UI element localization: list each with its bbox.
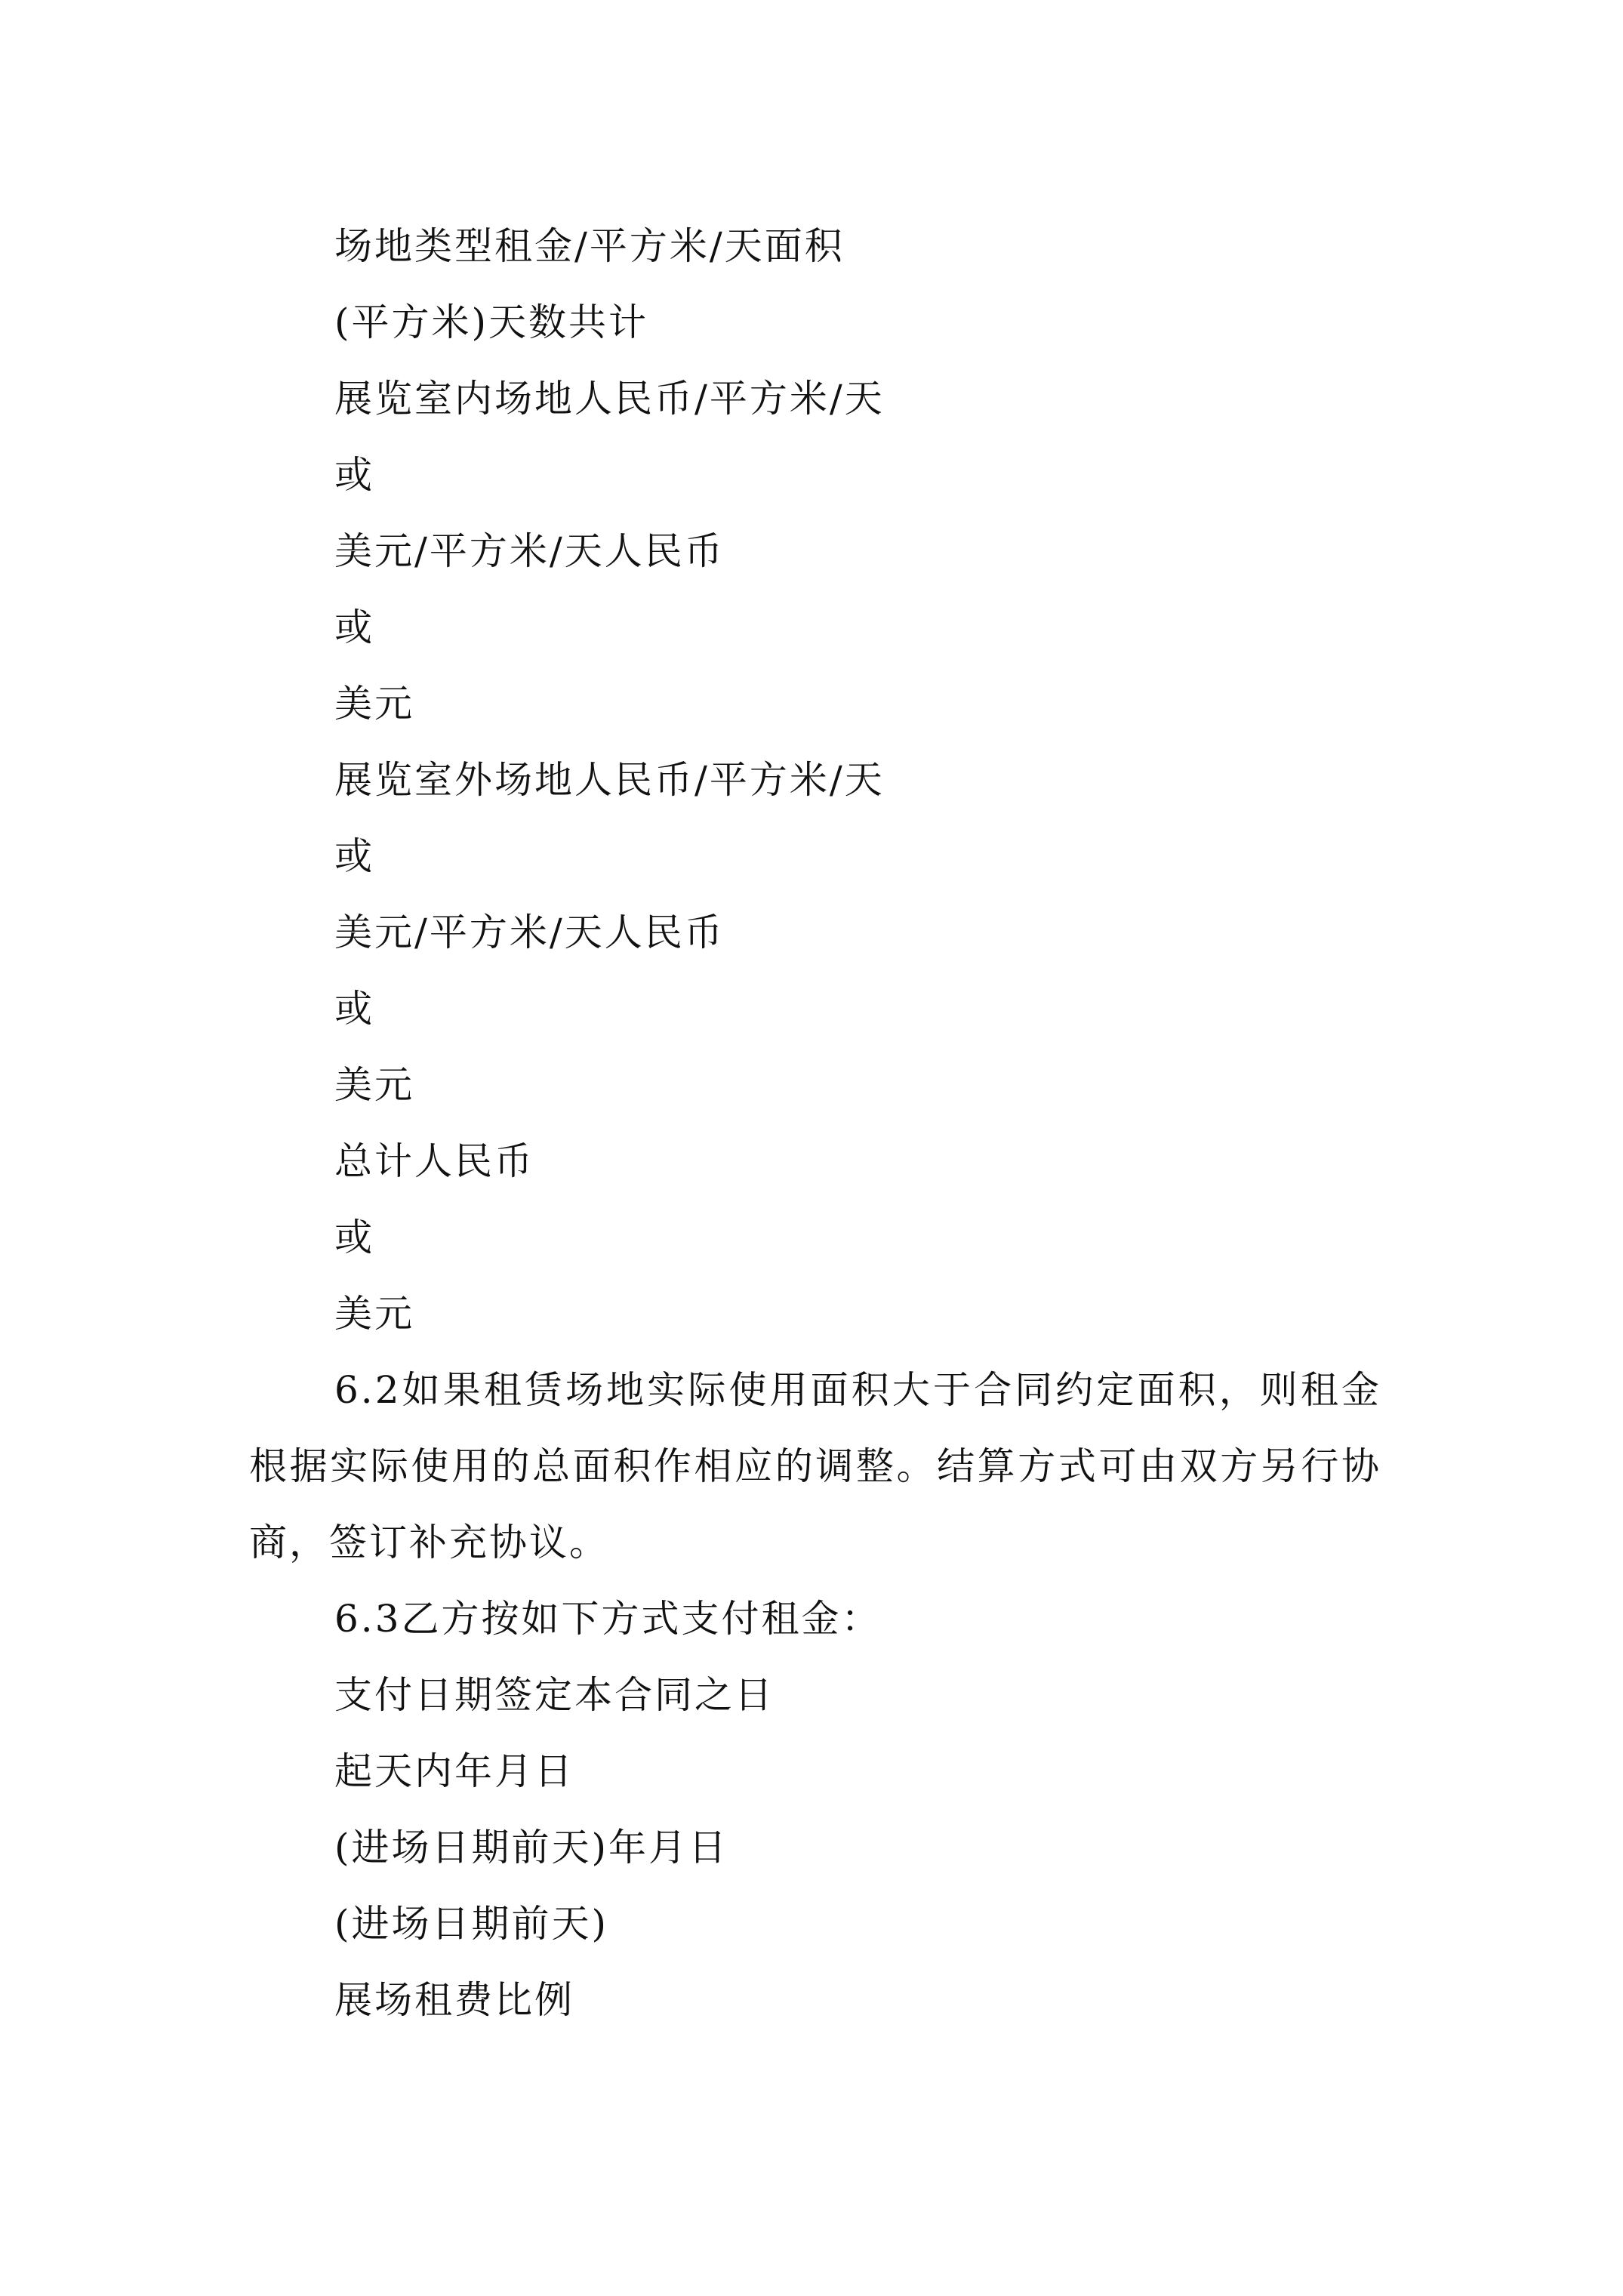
- text-line: 美元: [334, 1063, 414, 1107]
- text-line: 或: [334, 1216, 374, 1259]
- text-line: (进场日期前天)年月日: [334, 1826, 729, 1869]
- text-line: 场地类型租金/平方米/天面积: [334, 224, 845, 268]
- text-line: (平方米)天数共计: [334, 300, 649, 344]
- text-line: (进场日期前天): [334, 1902, 609, 1946]
- text-line: 或: [334, 987, 374, 1031]
- text-line: 展览室内场地人民币/平方米/天: [334, 377, 885, 421]
- text-line: 美元: [334, 1292, 414, 1336]
- text-line: 展览室外场地人民币/平方米/天: [334, 758, 885, 802]
- paragraph-6-2: 6.2如果租赁场地实际使用面积大于合同约定面积，则租金根据实际使用的总面积作相应的调整。结算方式可由双方另行协商，签订补充协议。: [249, 1368, 1381, 1564]
- document-body: [249, 208, 1381, 2039]
- text-line: 或: [334, 453, 374, 497]
- text-line: 或: [334, 834, 374, 878]
- text-line: 支付日期签定本合同之日: [334, 1673, 775, 1717]
- text-line: 起天内年月日: [334, 1749, 574, 1793]
- text-line: 总计人民币: [334, 1139, 534, 1183]
- section-6-3-heading: 6.3乙方按如下方式支付租金：: [334, 1597, 882, 1641]
- text-line: 美元/平方米/天人民币: [334, 911, 725, 954]
- text-line: 美元/平方米/天人民币: [334, 529, 725, 573]
- text-line: 展场租费比例: [334, 1978, 574, 2022]
- text-line: 美元: [334, 682, 414, 726]
- text-line: 或: [334, 606, 374, 649]
